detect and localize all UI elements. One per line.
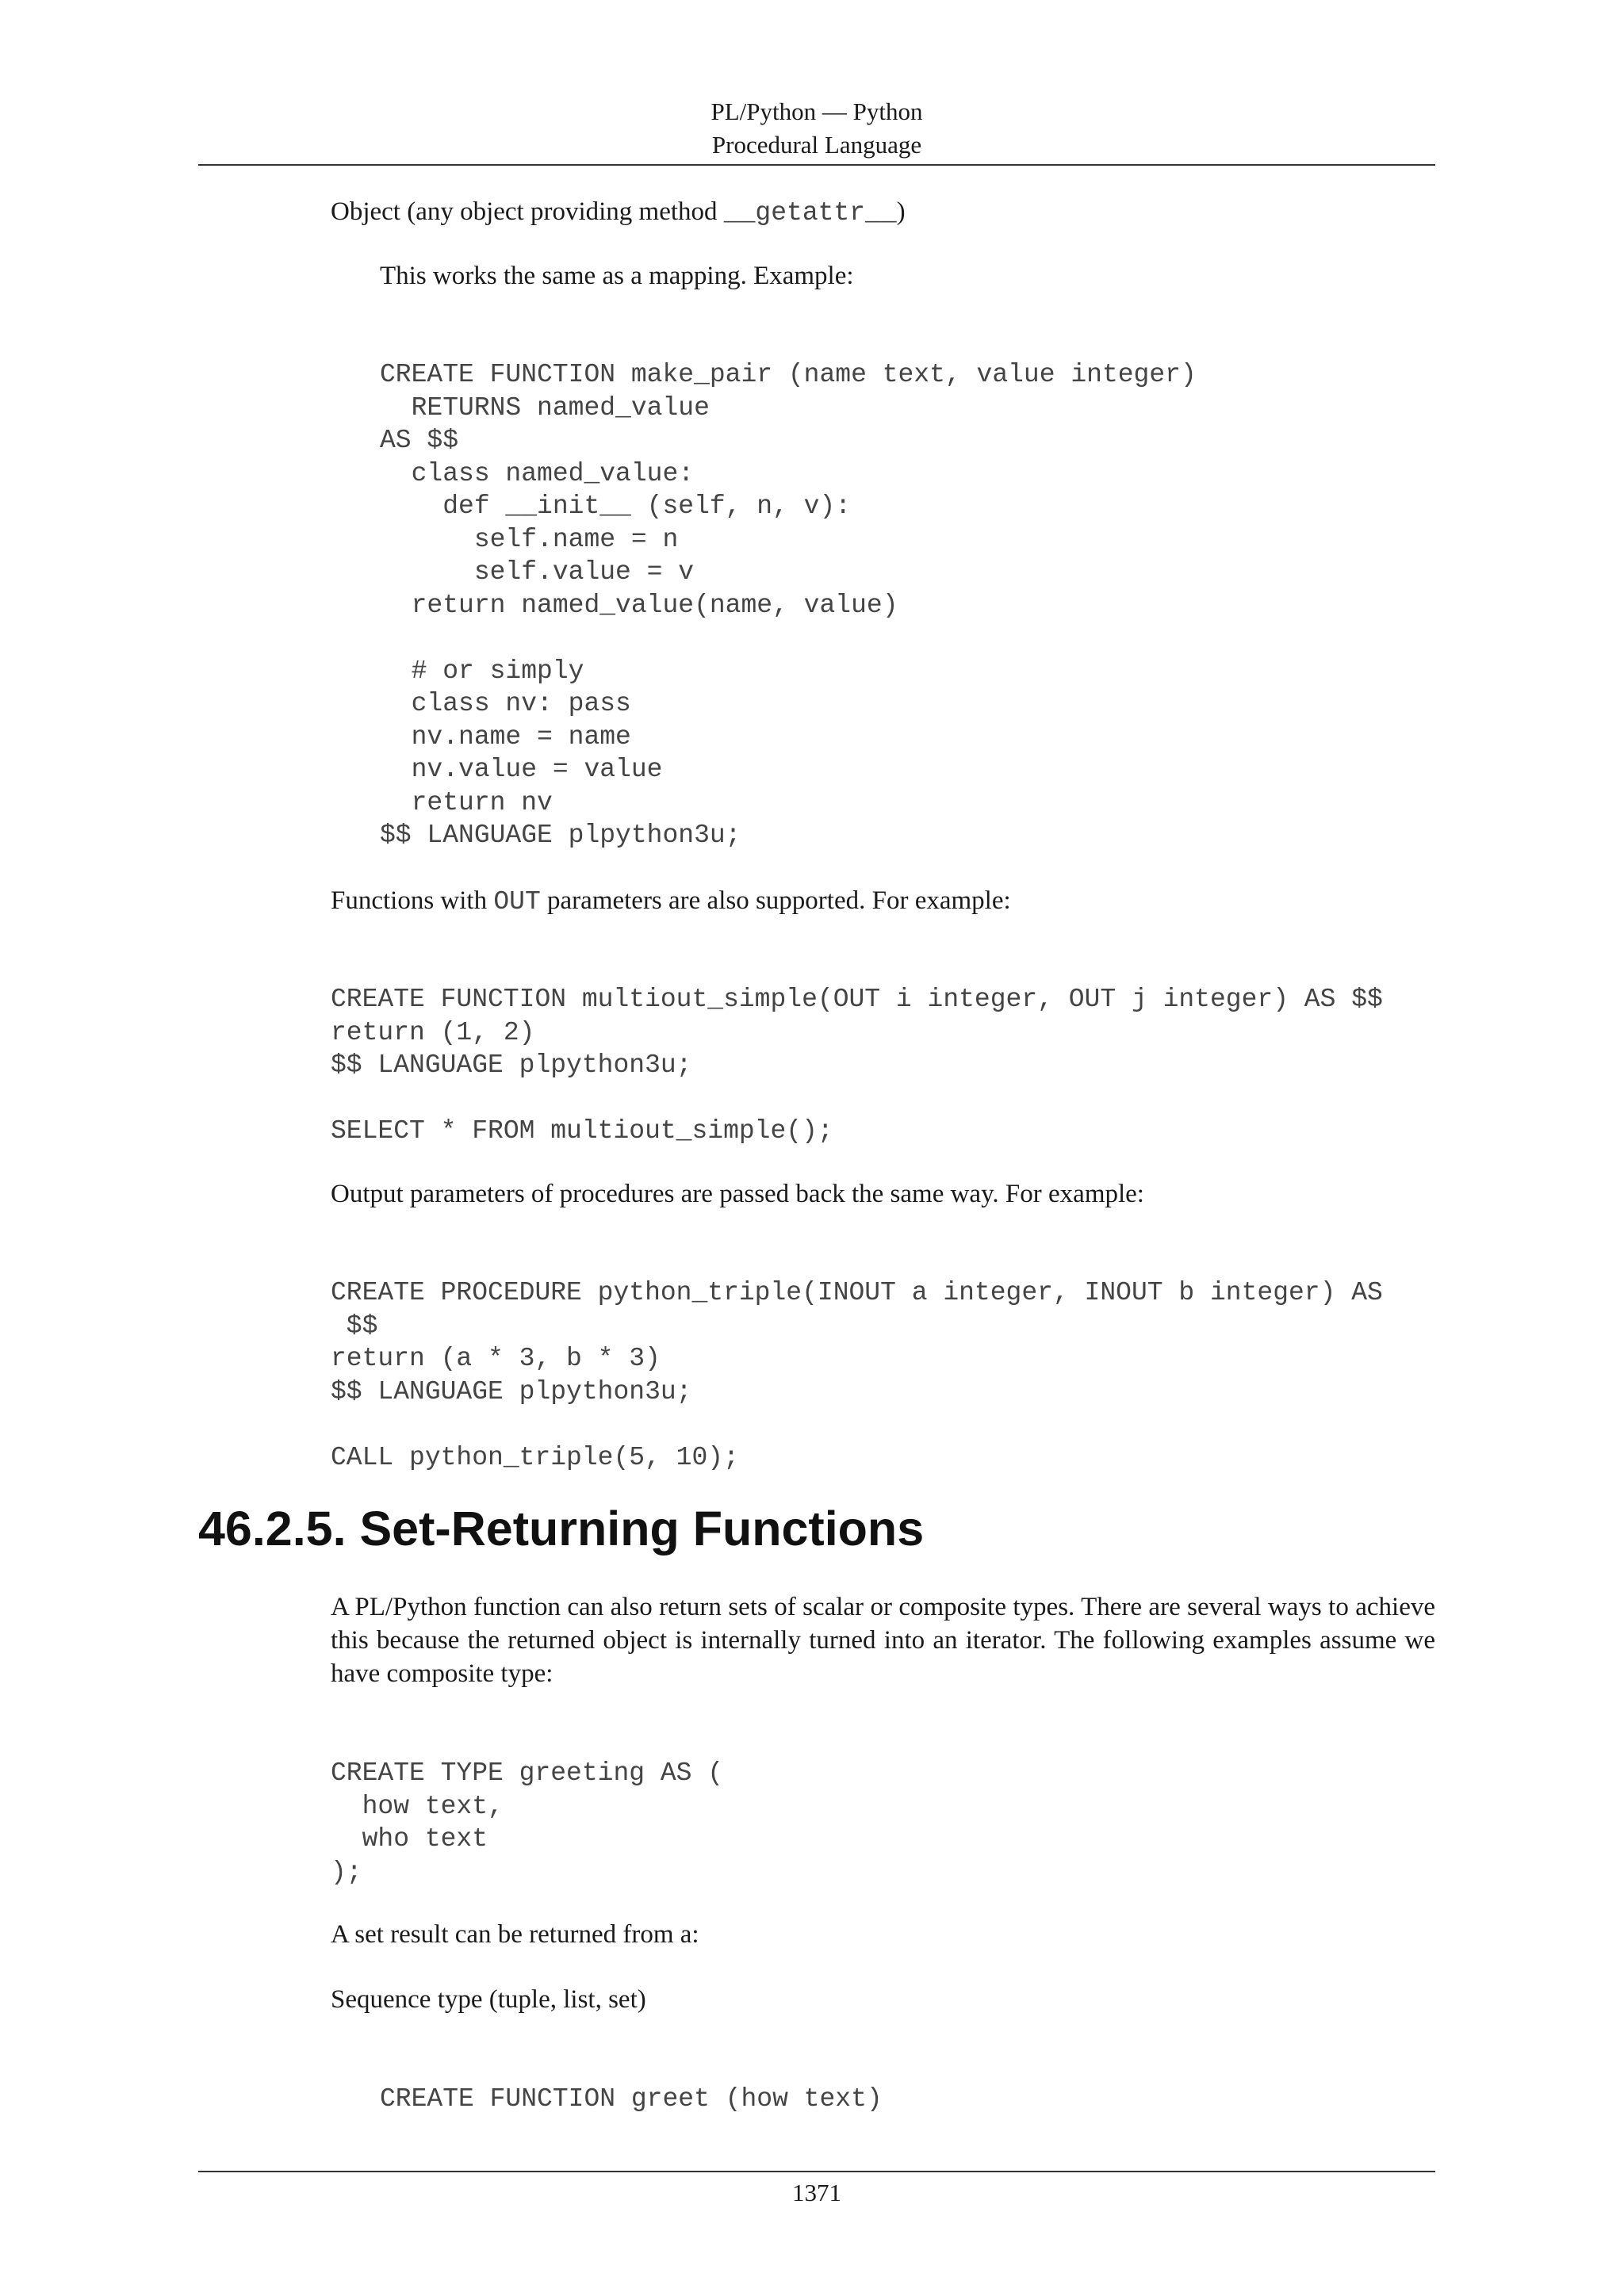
object-term <box>331 195 906 230</box>
section-intro: A PL/Python function can also return sets of scalar or composite types. There are several ways to achieve this because the returned object is internally turned into an iterator. The following examples assume we have composite type: <box>331 1593 1435 1688</box>
header-rule <box>198 164 1435 166</box>
code-make-pair: CREATE FUNCTION make_pair (name text, value integer) RETURNS named_value AS $$ class named_value: def __init__ (self, n, v): self.name = n self.value = v return named_value(name, value) # or simply class nv: pass nv.name = name nv.value = value return nv $$ LANGUAGE plpython3u; <box>380 360 1197 850</box>
out-params-text <box>331 884 1011 919</box>
code-procedure: CREATE PROCEDURE python_triple(INOUT a integer, INOUT b integer) AS $$ return (a * 3, b * 3) $$ LANGUAGE plpython3u; CALL python_triple(5, 10); <box>331 1278 1383 1472</box>
page-header <box>198 95 1435 162</box>
code-create-type: CREATE TYPE greeting AS ( how text, who text ); <box>331 1758 724 1887</box>
code-greet: CREATE FUNCTION greet (how text) <box>380 2084 883 2114</box>
object-term-suffix: ) <box>896 197 906 226</box>
out-code: OUT <box>493 887 541 916</box>
sequence-term: Sequence type (tuple, list, set) <box>331 1985 646 2014</box>
footer-rule <box>198 2171 1435 2172</box>
section-heading: 46.2.5. Set-Returning Functions <box>198 1502 925 1556</box>
header-line-2: Procedural Language <box>711 131 922 159</box>
page-number: 1371 <box>792 2179 841 2206</box>
output-params-text: Output parameters of procedures are passed back the same way. For example: <box>331 1180 1144 1208</box>
object-term-prefix: Object (any object providing method <box>331 197 724 226</box>
getattr-code: __getattr__ <box>723 198 897 228</box>
out-params-prefix: Functions with <box>331 886 494 915</box>
header-line-1: PL/Python — Python <box>710 98 923 125</box>
code-multiout: CREATE FUNCTION multiout_simple(OUT i integer, OUT j integer) AS $$ return (1, 2) $$ LANGUAGE plpython3u; SELECT * FROM multiout_simple(); <box>331 985 1383 1146</box>
out-params-suffix: parameters are also supported. For example: <box>540 886 1011 915</box>
set-result-text: A set result can be returned from a: <box>331 1920 699 1949</box>
object-description: This works the same as a mapping. Example: <box>380 262 854 290</box>
